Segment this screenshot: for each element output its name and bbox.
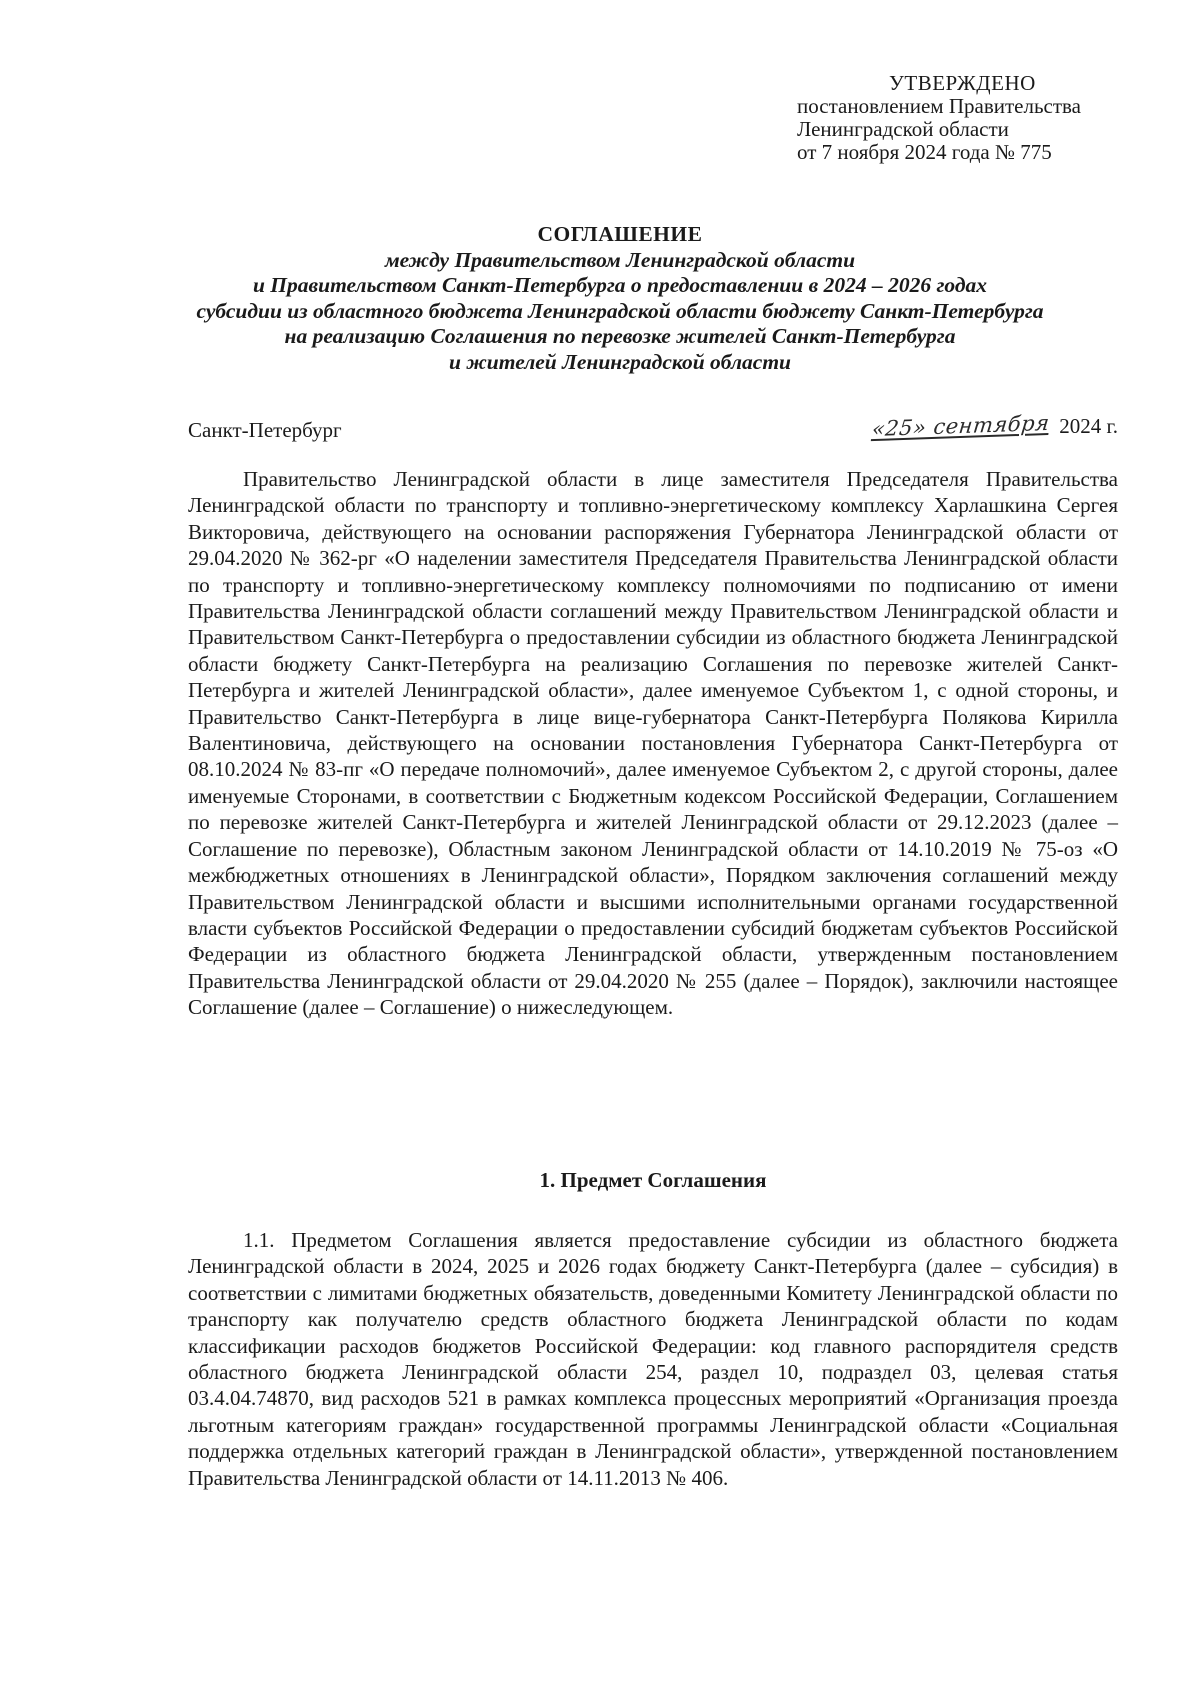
title-line: и жителей Ленинградской области: [449, 349, 791, 374]
title-line: и Правительством Санкт-Петербурга о предоставлении в 2024 – 2026 годах: [252, 273, 988, 298]
place-and-date: [188, 410, 1118, 450]
preamble-paragraph: Правительство Ленинградской области в лице заместителя Председателя Правительства Ленинградской области по транспорту и топливно-энергетическому комплексу Харлашкина Сергея Викторовича, действующего на основании распоряжения Губернатора Ленинградской области от 29.04.2020 № 362-рг «О наделении заместителя Председателя Правительства Ленинградской области по транспорту и топливно-энергетическому комплексу полномочиями по подписанию от имени Правительства Ленинградской области соглашений между Правительством Ленинградской области и Правительством Санкт-Петербурга о предоставлении субсидии из областного бюджета Ленинградской области бюджету Санкт-Петербурга на реализацию Соглашения по перевозке жителей Санкт-Петербурга и жителей Ленинградской области», далее именуемое Субъектом 1, с одной стороны, и Правительство Санкт-Петербурга в лице вице-губернатора Санкт-Петербурга Полякова Кирилла Валентиновича, действующего на основании постановления Губернатора Санкт-Петербурга от 08.10.2024 № 83-пг «О передаче полномочий», далее именуемое Субъектом 2, с другой стороны, далее именуемые Сторонами, в соответствии с Бюджетным кодексом Российской Федерации, Соглашением по перевозке жителей Санкт-Петербурга и жителей Ленинградской области от 29.12.2023 (далее – Соглашение по перевозке), Областным законом Ленинградской области от 14.10.2019 № 75-оз «О межбюджетных отношениях в Ленинградской области», Порядком заключения соглашений между Правительством Ленинградской области и высшими исполнительными органами государственной власти субъектов Российской Федерации о предоставлении субсидий бюджетам субъектов Российской Федерации из областного бюджета Ленинградской области, утвержденным постановлением Правительства Ленинградской области от 29.04.2020 № 255 (далее – Порядок), заключили настоящее Соглашение (далее – Соглашение) о нижеследующем.: [188, 467, 1118, 1020]
title-main: СОГЛАШЕНИЕ: [537, 222, 703, 246]
agreement-date: [871, 410, 1118, 442]
approval-line: Ленинградской области: [797, 117, 1009, 141]
clause-paragraph: 1.1. Предметом Соглашения является предоставление субсидии из областного бюджета Ленинградской области в 2024, 2025 и 2026 годах бюджету Санкт-Петербурга (далее – субсидия) в соответствии с лимитами бюджетных обязательств, доведенными Комитету Ленинградской области по транспорту как получателю средств областного бюджета Ленинградской области по кодам классификации расходов бюджетов Российской Федерации: код главного распорядителя средств областного бюджета Ленинградской области 254, раздел 10, подраздел 03, целевая статья 03.4.04.74870, вид расходов 521 в рамках комплекса процессных мероприятий «Организация проезда льготным категориям граждан» государственной программы Ленинградской области «Социальная поддержка отдельных категорий граждан в Ленинградской области», утвержденной постановлением Правительства Ленинградской области от 14.11.2013 № 406.: [188, 1228, 1118, 1490]
approval-line: от 7 ноября 2024 года № 775: [797, 140, 1052, 164]
approval-line: постановлением Правительства: [797, 94, 1082, 118]
approval-heading: УТВЕРЖДЕНО: [889, 71, 1036, 95]
date-year: 2024 г.: [1059, 414, 1118, 438]
section-heading: 1. Предмет Соглашения: [539, 1168, 767, 1192]
handwritten-date: «25» сентября: [871, 410, 1052, 442]
place-label: Санкт-Петербург: [188, 418, 342, 442]
title-line: на реализацию Соглашения по перевозке жителей Санкт-Петербурга: [284, 324, 956, 349]
title-line: между Правительством Ленинградской области: [384, 247, 856, 272]
agreement-title: [180, 222, 1060, 376]
approval-stamp: [797, 72, 1117, 164]
title-line: субсидии из областного бюджета Ленинградской области бюджету Санкт-Петербурга: [196, 298, 1044, 323]
